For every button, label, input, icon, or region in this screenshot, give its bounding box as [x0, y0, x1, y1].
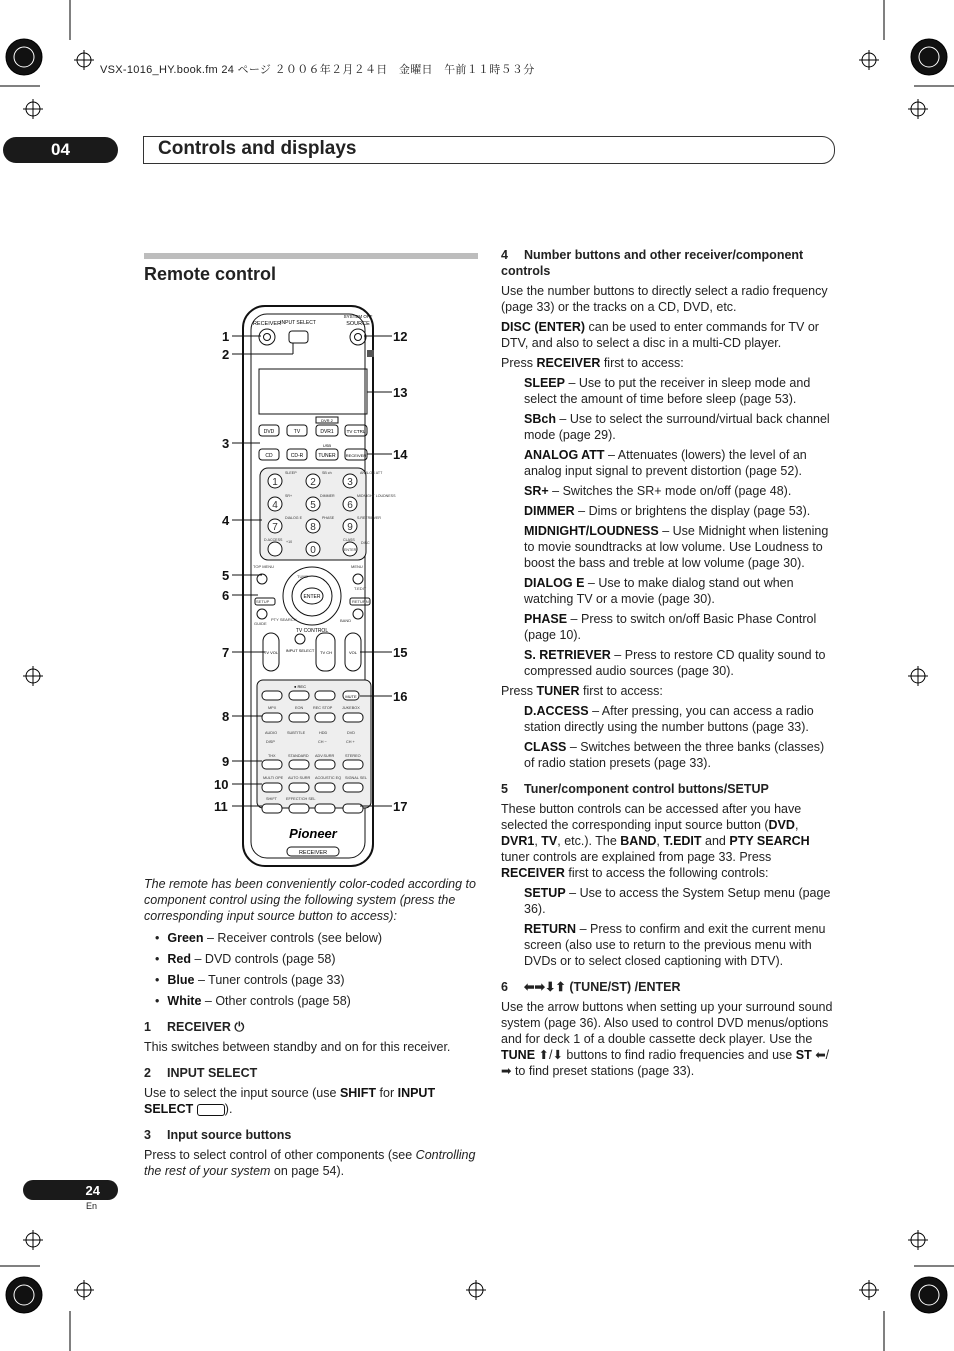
- svg-text:17: 17: [393, 799, 408, 814]
- up-down-arrow-icon: ⬆/⬇: [538, 1048, 563, 1062]
- page-number: 24: [23, 1180, 118, 1200]
- list-item: S. RETRIEVER – Press to restore CD quality sound to compressed audio sources (page 30).: [524, 648, 826, 678]
- list-item: DIMMER – Dims or brightens the display (page 53).: [524, 504, 811, 518]
- svg-text:TV VOL: TV VOL: [263, 650, 279, 655]
- color-code-intro: The remote has been conveniently color-coded according to component control using the following system (press the corresponding input source button to access):: [144, 877, 476, 923]
- svg-text:TUNER: TUNER: [318, 453, 336, 459]
- svg-text:BAND: BAND: [340, 618, 352, 623]
- svg-text:VOL: VOL: [348, 650, 358, 655]
- list-item: RETURN – Press to confirm and exit the current menu screen (also use to return to the previous menu with DVDs or to select closed captioning with DTV).: [524, 922, 826, 968]
- svg-text:13: 13: [393, 385, 408, 400]
- input-source-desc: Press to select control of other components (see Controlling the rest of your system on page 54).: [144, 1148, 476, 1178]
- svg-text:12: 12: [393, 329, 408, 344]
- svg-text:TV CTRL: TV CTRL: [346, 429, 366, 434]
- svg-text:TOP MENU: TOP MENU: [253, 564, 274, 569]
- remote-receiver-label: RECEIVER: [252, 321, 282, 327]
- disc-enter-desc: DISC (ENTER) can be used to enter commands for TV or DTV, and also to select a disc in a multi-CD player.: [501, 320, 819, 350]
- svg-text:CD: CD: [265, 453, 273, 459]
- number-buttons-desc: Use the number buttons to directly select a radio frequency (page 33) or the tracks on a CD, DVD, etc.: [501, 284, 828, 314]
- section-divider: [144, 253, 478, 259]
- svg-text:0: 0: [310, 545, 316, 556]
- svg-text:TV CH: TV CH: [320, 650, 332, 655]
- svg-text:MENU: MENU: [351, 564, 363, 569]
- list-item: • Blue – Tuner controls (page 33): [167, 972, 478, 988]
- svg-text:ADV.SURR: ADV.SURR: [315, 754, 335, 758]
- svg-text:ACOUSTIC EQ: ACOUSTIC EQ: [315, 776, 342, 780]
- press-tuner-note: Press TUNER first to access:: [501, 684, 663, 698]
- svg-text:MULTI OPE: MULTI OPE: [263, 776, 284, 780]
- svg-text:JUKEBOX: JUKEBOX: [342, 706, 360, 710]
- svg-text:DVR 2: DVR 2: [321, 418, 333, 423]
- list-item: D.ACCESS – After pressing, you can access a radio station directly using the number buttons (page 33).: [524, 704, 814, 734]
- svg-text:RECEIVER: RECEIVER: [345, 453, 367, 458]
- svg-text:SHIFT: SHIFT: [266, 797, 277, 801]
- section-title: Remote control: [144, 264, 277, 284]
- heading-tuner-control: 5 Tuner/component control buttons/SETUP: [501, 782, 769, 796]
- svg-text:THX: THX: [268, 754, 276, 758]
- svg-text:TV CONTROL: TV CONTROL: [295, 628, 329, 634]
- svg-text:● REC: ● REC: [294, 684, 306, 689]
- svg-text:PHASE: PHASE: [322, 516, 335, 520]
- svg-text:USB: USB: [322, 443, 332, 448]
- heading-input-source: 3 Input source buttons: [144, 1128, 292, 1142]
- svg-text:HDD: HDD: [319, 731, 328, 735]
- svg-text:DVR1: DVR1: [320, 429, 334, 435]
- heading-arrows: 6 ⬅➡⬇⬆ (TUNE/ST) /ENTER: [501, 980, 681, 994]
- receiver-item-list: [524, 375, 835, 679]
- svg-text:RECEIVER: RECEIVER: [298, 850, 328, 856]
- svg-text:AUTO SURR: AUTO SURR: [288, 776, 311, 780]
- receiver-desc: This switches between standby and on for this receiver.: [144, 1040, 451, 1054]
- heading-input-select: 2 INPUT SELECT: [144, 1066, 258, 1080]
- svg-text:11: 11: [214, 799, 228, 814]
- list-item: DIALOG E – Use to make dialog stand out when watching TV or a movie (page 30).: [524, 576, 794, 606]
- svg-text:MPX: MPX: [268, 706, 277, 710]
- page-language: En: [86, 1201, 98, 1211]
- svg-text:16: 16: [393, 689, 408, 704]
- svg-text:RETURN: RETURN: [352, 599, 369, 604]
- power-icon: ⏻: [234, 1020, 245, 1034]
- svg-text:TUNE: TUNE: [297, 574, 308, 579]
- list-item: SLEEP – Use to put the receiver in sleep mode and select the amount of time before sleep (page 53).: [524, 376, 811, 406]
- remote-brand-logo: Pioneer: [289, 826, 337, 841]
- svg-text:14: 14: [393, 447, 408, 462]
- list-item: ANALOG ATT – Attenuates (lowers) the level of an analog input signal to prevent distortion (page 52).: [524, 448, 807, 478]
- heading-receiver: 1 RECEIVER ⏻: [144, 1020, 245, 1034]
- svg-text:DISP: DISP: [266, 740, 275, 744]
- svg-text:CLASS: CLASS: [343, 538, 355, 542]
- left-right-arrow-icon: ⬅/➡: [501, 1048, 830, 1078]
- svg-text:T.EDIT: T.EDIT: [354, 586, 367, 591]
- svg-text:9: 9: [347, 522, 353, 533]
- svg-text:6: 6: [347, 500, 353, 511]
- svg-text:DIMMER: DIMMER: [320, 494, 335, 498]
- svg-text:SETUP: SETUP: [256, 599, 270, 604]
- input-select-icon: [197, 1104, 225, 1116]
- svg-text:7: 7: [272, 522, 278, 533]
- list-item: • Green – Receiver controls (see below): [167, 930, 478, 946]
- svg-text:AUDIO: AUDIO: [265, 731, 278, 735]
- svg-text:TV: TV: [293, 429, 301, 435]
- svg-text:MIDNIGHT LOUDNESS: MIDNIGHT LOUDNESS: [357, 494, 396, 498]
- svg-text:3: 3: [222, 436, 230, 451]
- svg-text:ENTER: ENTER: [303, 594, 321, 600]
- remote-source-label: SOURCE: [346, 321, 370, 327]
- svg-text:REC STOP: REC STOP: [313, 706, 333, 710]
- svg-text:EFFECT/CH SEL: EFFECT/CH SEL: [286, 797, 316, 801]
- svg-text:DVD: DVD: [347, 731, 356, 735]
- svg-text:EON: EON: [295, 706, 304, 710]
- arrow-icons: ⬅➡⬇⬆: [524, 980, 570, 994]
- list-item: SETUP – Use to access the System Setup menu (page 36).: [524, 886, 831, 916]
- svg-text:MUTE: MUTE: [345, 694, 357, 699]
- svg-text:8: 8: [310, 522, 316, 533]
- svg-text:2: 2: [222, 347, 230, 362]
- svg-text:STEREO: STEREO: [345, 754, 361, 758]
- svg-text:DISC: DISC: [361, 541, 370, 545]
- color-code-list: [144, 930, 478, 1009]
- svg-text:DIALOG E: DIALOG E: [285, 516, 302, 520]
- svg-text:CH +: CH +: [346, 740, 355, 744]
- svg-text:2: 2: [310, 477, 316, 488]
- tuner-control-desc: These button controls can be accessed after you have selected the corresponding input source button (DVD, DVR1, TV, etc.). The BAND, T.EDIT and PTY SEARCH tuner controls are explained from page 33. Press RECEIVER first to access the following controls:: [501, 802, 810, 880]
- svg-text:D.ACCESS: D.ACCESS: [264, 538, 283, 542]
- svg-text:SR+: SR+: [285, 494, 293, 498]
- tuner-item-list: [524, 703, 835, 771]
- svg-text:CH −: CH −: [318, 740, 327, 744]
- svg-text:4: 4: [272, 500, 278, 511]
- remote-control-diagram: [210, 300, 420, 870]
- right-column: [501, 247, 835, 1083]
- svg-text:STANDARD: STANDARD: [288, 754, 309, 758]
- file-header: VSX-1016_HY.book.fm 24 ページ ２００６年２月２４日 金曜日 午前１１時５３分: [100, 64, 535, 76]
- svg-text:1: 1: [222, 329, 230, 344]
- svg-text:SUBTITLE: SUBTITLE: [287, 731, 306, 735]
- svg-text:5: 5: [222, 568, 230, 583]
- press-receiver-note: Press RECEIVER first to access:: [501, 356, 684, 370]
- svg-text:15: 15: [393, 645, 408, 660]
- list-item: CLASS – Switches between the three banks (classes) of radio station presets (page 33).: [524, 740, 825, 770]
- svg-text:6: 6: [222, 588, 230, 603]
- left-column: [144, 876, 478, 1183]
- list-item: • Red – DVD controls (page 58): [167, 951, 478, 967]
- svg-text:10: 10: [214, 777, 229, 792]
- svg-text:7: 7: [222, 645, 230, 660]
- svg-text:CD-R: CD-R: [290, 453, 304, 459]
- input-select-desc: Use to select the input source (use SHIFT for INPUT SELECT ).: [144, 1086, 436, 1116]
- remote-input-select-label: INPUT SELECT: [280, 320, 316, 326]
- chapter-number: 04: [3, 137, 118, 163]
- list-item: SR+ – Switches the SR+ mode on/off (page 48).: [524, 484, 792, 498]
- svg-text:1: 1: [272, 477, 278, 488]
- svg-text:SIGNAL SEL: SIGNAL SEL: [345, 776, 368, 780]
- chapter-title: Controls and displays: [158, 138, 357, 159]
- list-item: MIDNIGHT/LOUDNESS – Use Midnight when listening to movie soundtracks at low volume. Use Loudness to boost the bass and treble at low volume (page 30).: [524, 524, 829, 570]
- svg-text:+10: +10: [286, 540, 293, 544]
- svg-text:DVD: DVD: [263, 429, 275, 435]
- svg-text:8: 8: [222, 709, 230, 724]
- setup-item-list: [524, 885, 835, 969]
- svg-text:ANALOG ATT: ANALOG ATT: [360, 471, 383, 475]
- list-item: • White – Other controls (page 58): [167, 993, 478, 1009]
- heading-number-buttons: 4 Number buttons and other receiver/component controls: [501, 248, 804, 278]
- svg-text:INPUT SELECT: INPUT SELECT: [285, 648, 315, 653]
- svg-text:S.RETRIEVER: S.RETRIEVER: [357, 516, 381, 520]
- remote-system-off-label: SYSTEM OFF: [343, 314, 373, 319]
- list-item: PHASE – Press to switch on/off Basic Phase Control (page 10).: [524, 612, 817, 642]
- svg-text:ENTER: ENTER: [344, 548, 357, 552]
- svg-text:PTY SEARCH: PTY SEARCH: [271, 617, 297, 622]
- arrows-desc: Use the arrow buttons when setting up your surround sound system (page 36). Also used to control DVD menus/options and for deck 1 of a double cassette deck player. Use the TUNE ⬆/⬇ buttons to find radio frequencies and use ST ⬅/➡ to find preset stations (page 33).: [501, 1000, 833, 1078]
- svg-text:GUIDE: GUIDE: [254, 621, 267, 626]
- svg-text:5: 5: [310, 500, 316, 511]
- list-item: SBch – Use to select the surround/virtual back channel mode (page 29).: [524, 412, 830, 442]
- svg-text:SB ch: SB ch: [322, 471, 332, 475]
- svg-text:4: 4: [222, 513, 230, 528]
- svg-text:SLEEP: SLEEP: [285, 471, 297, 475]
- svg-text:3: 3: [347, 477, 353, 488]
- svg-text:9: 9: [222, 754, 230, 769]
